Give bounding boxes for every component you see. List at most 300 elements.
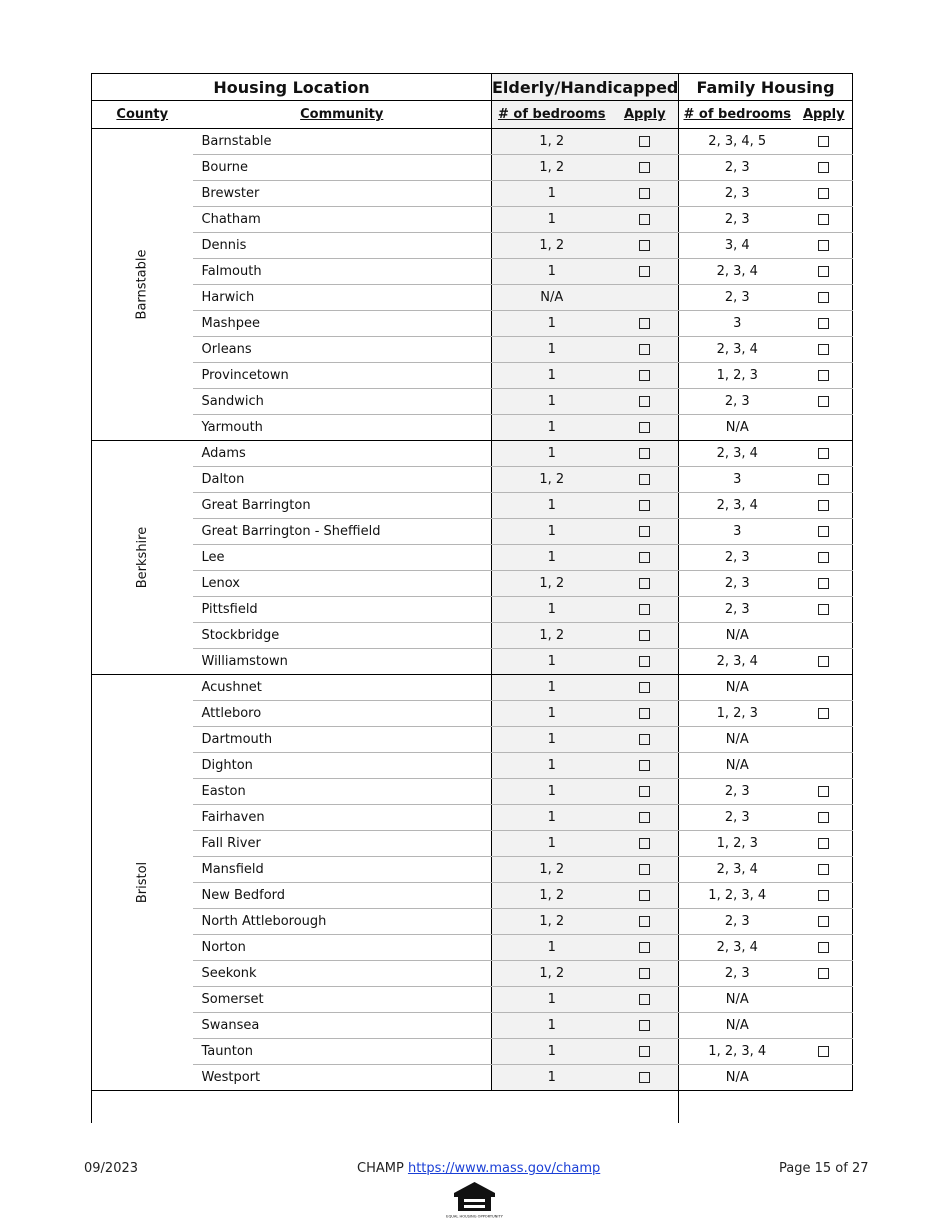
elderly-apply-checkbox[interactable]: [639, 864, 650, 875]
family-apply-cell: [796, 285, 853, 311]
family-apply-cell: [796, 337, 853, 363]
elderly-apply-cell: [612, 675, 679, 701]
elderly-apply-checkbox[interactable]: [639, 552, 650, 563]
family-apply-cell: [796, 623, 853, 649]
family-header: Family Housing: [679, 74, 853, 101]
elderly-apply-checkbox[interactable]: [639, 240, 650, 251]
table-row: [92, 545, 853, 571]
table-row: [92, 389, 853, 415]
table-row: [92, 259, 853, 285]
footer-center: [357, 1161, 600, 1176]
family-apply-checkbox[interactable]: [818, 838, 829, 849]
family-bedrooms-cell: N/A: [679, 1065, 796, 1091]
elderly-bedrooms-cell: 1, 2: [492, 909, 612, 935]
elderly-bedrooms-cell: 1: [492, 337, 612, 363]
family-bedrooms-cell: 2, 3, 4: [679, 441, 796, 467]
table-row: [92, 727, 853, 753]
housing-location-header: Housing Location: [92, 74, 492, 101]
family-apply-cell: [796, 389, 853, 415]
family-apply-cell: [796, 805, 853, 831]
equal-housing-opportunity-icon: [446, 1180, 503, 1220]
elderly-bedrooms-cell: 1, 2: [492, 467, 612, 493]
family-bedrooms-cell: 2, 3, 4: [679, 337, 796, 363]
family-bedrooms-cell: 2, 3, 4: [679, 493, 796, 519]
family-bedrooms-col-header: # of bedrooms: [679, 101, 796, 129]
community-cell: Brewster: [193, 181, 492, 207]
family-apply-cell: [796, 207, 853, 233]
family-apply-cell: [796, 857, 853, 883]
community-cell: North Attleborough: [193, 909, 492, 935]
elderly-apply-cell: [612, 1013, 679, 1039]
elderly-bedrooms-cell: 1: [492, 389, 612, 415]
family-bedrooms-cell: 2, 3: [679, 207, 796, 233]
table-row: [92, 337, 853, 363]
elderly-apply-checkbox[interactable]: [639, 396, 650, 407]
community-cell: Swansea: [193, 1013, 492, 1039]
elderly-apply-cell: [612, 493, 679, 519]
community-col-header: Community: [193, 101, 492, 129]
elderly-header: Elderly/Handicapped: [492, 74, 679, 101]
family-bedrooms-cell: 1, 2, 3, 4: [679, 883, 796, 909]
community-cell: Barnstable: [193, 129, 492, 155]
table-row: [92, 363, 853, 389]
elderly-apply-cell: [612, 545, 679, 571]
elderly-apply-checkbox[interactable]: [639, 760, 650, 771]
community-cell: Lenox: [193, 571, 492, 597]
county-label: Bristol: [134, 861, 150, 904]
family-bedrooms-cell: 2, 3: [679, 181, 796, 207]
family-apply-checkbox[interactable]: [818, 266, 829, 277]
elderly-apply-cell: [612, 337, 679, 363]
community-cell: Dalton: [193, 467, 492, 493]
table-row: [92, 571, 853, 597]
elderly-apply-cell: [612, 441, 679, 467]
family-apply-cell: [796, 233, 853, 259]
elderly-bedrooms-cell: 1: [492, 675, 612, 701]
community-cell: Fall River: [193, 831, 492, 857]
community-cell: Falmouth: [193, 259, 492, 285]
elderly-apply-cell: [612, 519, 679, 545]
family-apply-cell: [796, 727, 853, 753]
elderly-apply-checkbox[interactable]: [639, 474, 650, 485]
family-apply-cell: [796, 701, 853, 727]
elderly-apply-checkbox[interactable]: [639, 734, 650, 745]
family-apply-cell: [796, 1013, 853, 1039]
community-cell: Mansfield: [193, 857, 492, 883]
community-cell: Great Barrington - Sheffield: [193, 519, 492, 545]
table-row: [92, 1065, 853, 1091]
family-bedrooms-cell: N/A: [679, 987, 796, 1013]
elderly-apply-cell: [612, 259, 679, 285]
family-apply-checkbox[interactable]: [818, 188, 829, 199]
family-bedrooms-cell: 2, 3: [679, 571, 796, 597]
elderly-apply-checkbox[interactable]: [639, 656, 650, 667]
elderly-apply-checkbox[interactable]: [639, 500, 650, 511]
community-cell: Williamstown: [193, 649, 492, 675]
elderly-apply-checkbox[interactable]: [639, 188, 650, 199]
community-cell: Seekonk: [193, 961, 492, 987]
elderly-apply-checkbox[interactable]: [639, 318, 650, 329]
elderly-bedrooms-cell: 1: [492, 935, 612, 961]
elderly-apply-checkbox[interactable]: [639, 682, 650, 693]
family-apply-cell: [796, 649, 853, 675]
table-row: [92, 935, 853, 961]
community-cell: Acushnet: [193, 675, 492, 701]
family-apply-checkbox[interactable]: [818, 500, 829, 511]
family-bedrooms-cell: 2, 3: [679, 909, 796, 935]
elderly-apply-cell: [612, 311, 679, 337]
family-apply-cell: [796, 545, 853, 571]
family-apply-checkbox[interactable]: [818, 812, 829, 823]
table-row: [92, 597, 853, 623]
elderly-bedrooms-cell: 1: [492, 207, 612, 233]
elderly-apply-cell: [612, 233, 679, 259]
family-bedrooms-cell: 3: [679, 467, 796, 493]
elderly-bedrooms-cell: 1: [492, 1013, 612, 1039]
elderly-apply-cell: [612, 727, 679, 753]
elderly-apply-checkbox[interactable]: [639, 786, 650, 797]
elderly-apply-cell: [612, 1065, 679, 1091]
elderly-apply-cell: [612, 649, 679, 675]
table-row: [92, 649, 853, 675]
elderly-apply-cell: [612, 883, 679, 909]
table-row: [92, 1013, 853, 1039]
family-apply-checkbox[interactable]: [818, 240, 829, 251]
family-apply-checkbox[interactable]: [818, 578, 829, 589]
community-cell: Stockbridge: [193, 623, 492, 649]
family-apply-checkbox[interactable]: [818, 448, 829, 459]
family-apply-checkbox[interactable]: [818, 344, 829, 355]
family-apply-checkbox[interactable]: [818, 292, 829, 303]
family-apply-checkbox[interactable]: [818, 786, 829, 797]
community-cell: Westport: [193, 1065, 492, 1091]
elderly-apply-cell: [612, 987, 679, 1013]
community-cell: Great Barrington: [193, 493, 492, 519]
elderly-apply-checkbox[interactable]: [639, 916, 650, 927]
family-apply-checkbox[interactable]: [818, 656, 829, 667]
elderly-apply-cell: [612, 389, 679, 415]
elderly-apply-cell: [612, 909, 679, 935]
family-bedrooms-cell: 3: [679, 311, 796, 337]
community-cell: Yarmouth: [193, 415, 492, 441]
family-apply-cell: [796, 1065, 853, 1091]
community-cell: Fairhaven: [193, 805, 492, 831]
county-cell: [92, 129, 193, 441]
family-apply-checkbox[interactable]: [818, 942, 829, 953]
elderly-bedrooms-cell: 1: [492, 831, 612, 857]
champ-link[interactable]: https://www.mass.gov/champ: [407, 1161, 601, 1176]
family-bedrooms-cell: N/A: [679, 675, 796, 701]
table-row: [92, 207, 853, 233]
community-cell: Somerset: [193, 987, 492, 1013]
elderly-apply-cell: [612, 779, 679, 805]
family-apply-cell: [796, 441, 853, 467]
elderly-apply-checkbox[interactable]: [639, 578, 650, 589]
family-bedrooms-cell: 2, 3: [679, 545, 796, 571]
family-apply-checkbox[interactable]: [818, 552, 829, 563]
family-bedrooms-cell: 2, 3: [679, 285, 796, 311]
family-apply-checkbox[interactable]: [818, 916, 829, 927]
family-bedrooms-cell: N/A: [679, 623, 796, 649]
elderly-apply-cell: [612, 623, 679, 649]
family-apply-checkbox[interactable]: [818, 396, 829, 407]
elderly-bedrooms-cell: 1: [492, 441, 612, 467]
family-apply-checkbox[interactable]: [818, 604, 829, 615]
family-bedrooms-cell: 2, 3, 4: [679, 857, 796, 883]
footer-org: CHAMP: [357, 1161, 404, 1176]
elderly-apply-cell: [612, 181, 679, 207]
family-bedrooms-cell: 2, 3: [679, 805, 796, 831]
elderly-apply-checkbox[interactable]: [639, 1046, 650, 1057]
table-row: [92, 441, 853, 467]
logo-caption: EQUAL HOUSING OPPORTUNITY: [446, 1214, 503, 1219]
family-bedrooms-cell: 2, 3, 4: [679, 935, 796, 961]
table-extension-line-left: [91, 1089, 92, 1123]
elderly-apply-checkbox[interactable]: [639, 604, 650, 615]
table-row: [92, 519, 853, 545]
family-apply-cell: [796, 1039, 853, 1065]
elderly-apply-checkbox[interactable]: [639, 708, 650, 719]
family-apply-checkbox[interactable]: [818, 214, 829, 225]
family-bedrooms-cell: 2, 3: [679, 961, 796, 987]
family-bedrooms-cell: 1, 2, 3: [679, 363, 796, 389]
elderly-apply-checkbox[interactable]: [639, 942, 650, 953]
county-col-header: County: [92, 101, 193, 129]
elderly-apply-cell: [612, 571, 679, 597]
table-row: [92, 285, 853, 311]
family-bedrooms-cell: 3, 4: [679, 233, 796, 259]
family-apply-cell: [796, 779, 853, 805]
community-cell: Chatham: [193, 207, 492, 233]
family-apply-cell: [796, 675, 853, 701]
family-apply-cell: [796, 987, 853, 1013]
family-apply-checkbox[interactable]: [818, 370, 829, 381]
table-row: [92, 805, 853, 831]
table-row: [92, 311, 853, 337]
elderly-bedrooms-cell: 1: [492, 311, 612, 337]
elderly-bedrooms-cell: 1: [492, 519, 612, 545]
table-row: [92, 1039, 853, 1065]
elderly-bedrooms-cell: 1: [492, 805, 612, 831]
elderly-bedrooms-cell: 1: [492, 1039, 612, 1065]
elderly-apply-cell: [612, 753, 679, 779]
family-apply-checkbox[interactable]: [818, 162, 829, 173]
table-row: [92, 181, 853, 207]
elderly-apply-cell: [612, 207, 679, 233]
elderly-apply-checkbox[interactable]: [639, 838, 650, 849]
family-apply-checkbox[interactable]: [818, 864, 829, 875]
elderly-bedrooms-cell: 1, 2: [492, 961, 612, 987]
elderly-apply-col-header: Apply: [612, 101, 679, 129]
family-apply-cell: [796, 831, 853, 857]
elderly-bedrooms-col-header: # of bedrooms: [492, 101, 612, 129]
elderly-bedrooms-cell: 1: [492, 753, 612, 779]
community-cell: Norton: [193, 935, 492, 961]
elderly-apply-cell: [612, 155, 679, 181]
elderly-bedrooms-cell: 1: [492, 363, 612, 389]
table-row: [92, 129, 853, 155]
elderly-bedrooms-cell: 1: [492, 259, 612, 285]
family-apply-cell: [796, 519, 853, 545]
table-row: [92, 701, 853, 727]
elderly-bedrooms-cell: 1, 2: [492, 129, 612, 155]
table-row: [92, 467, 853, 493]
family-apply-cell: [796, 467, 853, 493]
elderly-bedrooms-cell: 1, 2: [492, 623, 612, 649]
community-cell: Dighton: [193, 753, 492, 779]
elderly-apply-cell: [612, 285, 679, 311]
elderly-apply-checkbox[interactable]: [639, 214, 650, 225]
family-apply-cell: [796, 181, 853, 207]
elderly-apply-checkbox[interactable]: [639, 1020, 650, 1031]
family-bedrooms-cell: 2, 3: [679, 155, 796, 181]
elderly-apply-checkbox[interactable]: [639, 630, 650, 641]
family-apply-checkbox[interactable]: [818, 708, 829, 719]
family-bedrooms-cell: 2, 3: [679, 389, 796, 415]
elderly-apply-cell: [612, 701, 679, 727]
family-apply-cell: [796, 311, 853, 337]
county-cell: [92, 675, 193, 1091]
family-bedrooms-cell: N/A: [679, 1013, 796, 1039]
family-apply-cell: [796, 883, 853, 909]
family-apply-cell: [796, 493, 853, 519]
elderly-bedrooms-cell: 1, 2: [492, 155, 612, 181]
elderly-bedrooms-cell: 1: [492, 727, 612, 753]
table-row: [92, 233, 853, 259]
family-apply-checkbox[interactable]: [818, 318, 829, 329]
community-cell: Harwich: [193, 285, 492, 311]
family-apply-checkbox[interactable]: [818, 968, 829, 979]
family-bedrooms-cell: 2, 3, 4: [679, 649, 796, 675]
community-cell: Dartmouth: [193, 727, 492, 753]
elderly-apply-checkbox[interactable]: [639, 1072, 650, 1083]
elderly-bedrooms-cell: 1: [492, 649, 612, 675]
community-cell: Adams: [193, 441, 492, 467]
elderly-bedrooms-cell: 1, 2: [492, 857, 612, 883]
family-apply-checkbox[interactable]: [818, 136, 829, 147]
family-bedrooms-cell: N/A: [679, 727, 796, 753]
community-cell: Sandwich: [193, 389, 492, 415]
elderly-apply-checkbox[interactable]: [639, 266, 650, 277]
elderly-bedrooms-cell: 1: [492, 779, 612, 805]
family-apply-checkbox[interactable]: [818, 1046, 829, 1057]
community-cell: Bourne: [193, 155, 492, 181]
elderly-bedrooms-cell: 1, 2: [492, 571, 612, 597]
housing-table: [91, 73, 853, 1091]
elderly-apply-checkbox[interactable]: [639, 526, 650, 537]
elderly-apply-checkbox[interactable]: [639, 994, 650, 1005]
family-apply-cell: [796, 961, 853, 987]
elderly-apply-cell: [612, 129, 679, 155]
community-cell: Orleans: [193, 337, 492, 363]
table-row: [92, 675, 853, 701]
elderly-apply-checkbox[interactable]: [639, 344, 650, 355]
community-cell: Attleboro: [193, 701, 492, 727]
family-apply-cell: [796, 155, 853, 181]
county-cell: [92, 441, 193, 675]
table-row: [92, 909, 853, 935]
elderly-apply-checkbox[interactable]: [639, 890, 650, 901]
table-row: [92, 493, 853, 519]
elderly-apply-checkbox[interactable]: [639, 370, 650, 381]
family-apply-cell: [796, 259, 853, 285]
footer-page-number: Page 15 of 27: [779, 1161, 869, 1176]
elderly-apply-checkbox[interactable]: [639, 136, 650, 147]
community-cell: Mashpee: [193, 311, 492, 337]
elderly-apply-cell: [612, 831, 679, 857]
family-apply-cell: [796, 935, 853, 961]
family-bedrooms-cell: 3: [679, 519, 796, 545]
elderly-apply-cell: [612, 597, 679, 623]
family-bedrooms-cell: N/A: [679, 415, 796, 441]
elderly-bedrooms-cell: 1: [492, 493, 612, 519]
elderly-apply-cell: [612, 857, 679, 883]
elderly-bedrooms-cell: N/A: [492, 285, 612, 311]
family-bedrooms-cell: 1, 2, 3: [679, 831, 796, 857]
elderly-apply-checkbox[interactable]: [639, 422, 650, 433]
table-row: [92, 987, 853, 1013]
family-bedrooms-cell: 1, 2, 3, 4: [679, 1039, 796, 1065]
elderly-apply-checkbox[interactable]: [639, 968, 650, 979]
family-apply-cell: [796, 129, 853, 155]
elderly-apply-cell: [612, 961, 679, 987]
community-cell: Pittsfield: [193, 597, 492, 623]
county-label: Barnstable: [134, 249, 150, 320]
community-cell: Lee: [193, 545, 492, 571]
elderly-bedrooms-cell: 1: [492, 545, 612, 571]
elderly-apply-checkbox[interactable]: [639, 812, 650, 823]
family-bedrooms-cell: N/A: [679, 753, 796, 779]
elderly-bedrooms-cell: 1, 2: [492, 233, 612, 259]
family-bedrooms-cell: 1, 2, 3: [679, 701, 796, 727]
elderly-bedrooms-cell: 1: [492, 415, 612, 441]
family-apply-cell: [796, 597, 853, 623]
family-apply-cell: [796, 753, 853, 779]
community-cell: Provincetown: [193, 363, 492, 389]
elderly-apply-cell: [612, 363, 679, 389]
table-row: [92, 883, 853, 909]
table-row: [92, 779, 853, 805]
family-apply-checkbox[interactable]: [818, 526, 829, 537]
family-apply-checkbox[interactable]: [818, 890, 829, 901]
table-body: [92, 129, 853, 1091]
table-row: [92, 961, 853, 987]
elderly-apply-checkbox[interactable]: [639, 162, 650, 173]
elderly-bedrooms-cell: 1: [492, 987, 612, 1013]
family-apply-cell: [796, 571, 853, 597]
table-row: [92, 415, 853, 441]
family-bedrooms-cell: 2, 3, 4: [679, 259, 796, 285]
family-apply-checkbox[interactable]: [818, 474, 829, 485]
family-apply-cell: [796, 363, 853, 389]
family-apply-cell: [796, 415, 853, 441]
family-bedrooms-cell: 2, 3: [679, 779, 796, 805]
family-bedrooms-cell: 2, 3: [679, 597, 796, 623]
elderly-apply-cell: [612, 467, 679, 493]
family-apply-col-header: Apply: [796, 101, 853, 129]
elderly-bedrooms-cell: 1: [492, 1065, 612, 1091]
elderly-bedrooms-cell: 1: [492, 181, 612, 207]
footer-date: 09/2023: [84, 1161, 139, 1176]
community-cell: Easton: [193, 779, 492, 805]
community-cell: Taunton: [193, 1039, 492, 1065]
elderly-apply-cell: [612, 1039, 679, 1065]
table-row: [92, 623, 853, 649]
elderly-apply-checkbox[interactable]: [639, 448, 650, 459]
family-bedrooms-cell: 2, 3, 4, 5: [679, 129, 796, 155]
elderly-bedrooms-cell: 1: [492, 597, 612, 623]
county-label: Berkshire: [134, 526, 150, 589]
